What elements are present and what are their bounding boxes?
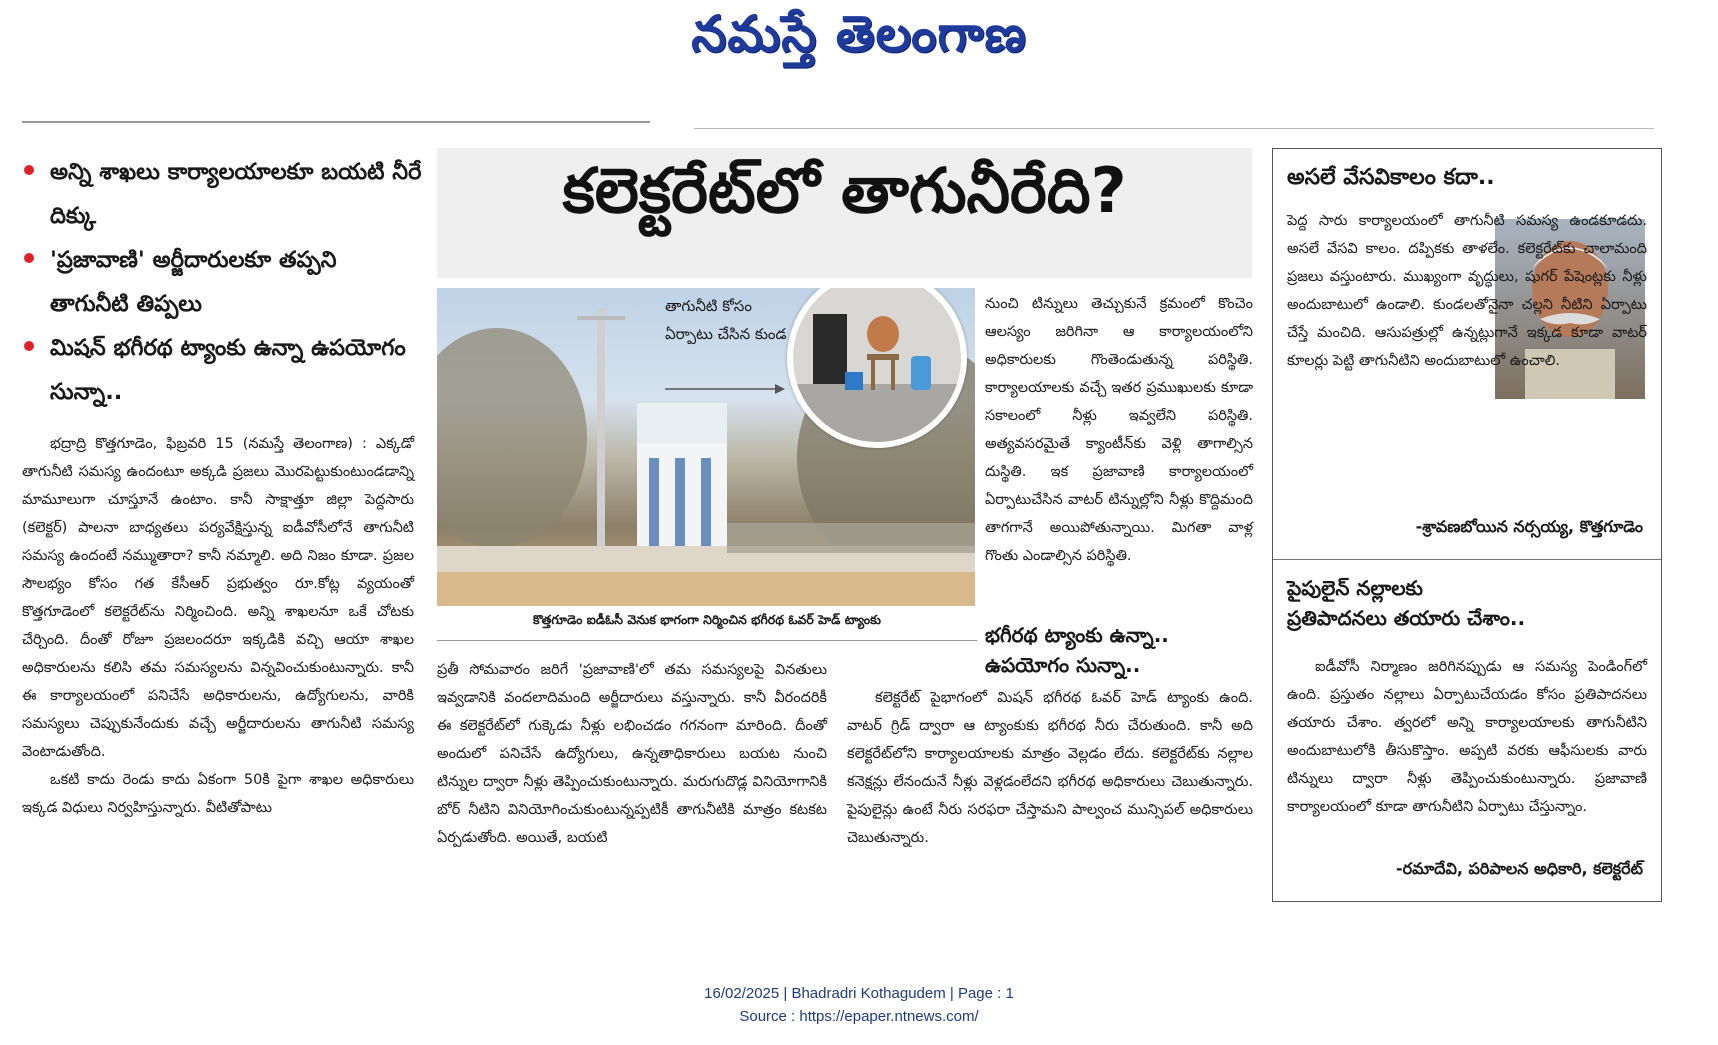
- arrow-icon: [665, 382, 785, 396]
- article-paragraph: ఒకటి కాదు రెండు కాదు ఏకంగా 50కి పైగా శాఖల అధికారులు ఇక్కడ విధులు నిర్వహిస్తున్నారు. వీటితోపాటు: [22, 772, 414, 816]
- column-3-subheading: భగీరథ ట్యాంకు ఉన్నా.. ఉపయోగం సున్నా..: [985, 623, 1169, 677]
- divider-right: [694, 128, 1654, 129]
- water-pot-icon: [793, 288, 961, 442]
- article-column-2: [437, 656, 827, 852]
- highlight-item: మిషన్ భగీరథ ట్యాంకు ఉన్నా ఉపయోగం సున్నా..: [22, 326, 422, 414]
- highlight-item: 'ప్రజావాణి' అర్జీదారులకూ తప్పని తాగునీటి తిప్పలు: [22, 238, 422, 326]
- divider-left: [22, 121, 650, 123]
- article-paragraph: భద్రాద్రి కొత్తగూడెం, ఫిబ్రవరి 15 (నమస్తే తెలంగాణ) : ఎక్కడో తాగునీటి సమస్య ఉందంటూ అక్కడి ప్రజలు మొరపెట్టుకుంటుండడాన్ని మామూలుగా చూస్తూనే ఉంటాం. కానీ సాక్షాత్తూ జిల్లా పెద్దసారు (కలెక్టర్) పాలనా బాధ్యతలు పర్యవేక్షిస్తున్న ఐడీవోసీలోనే తాగునీటి సమస్య ఉందంటే నమ్ముతారా? కానీ నమ్మాలి. అది నిజం కూడా. ప్రజల సౌలభ్యం కోసం గత కేసీఆర్ ప్రభుత్వం రూ.కోట్ల వ్యయంతో కొత్తగూడెంలో కలెక్టరేట్‌ను నిర్మించింది. అన్ని శాఖలనూ ఒకే చోటకు చేర్చింది. దీంతో రోజూ ప్రజలందరూ ఇక్కడికి వచ్చి ఆయా శాఖల అధికారులను కలిసి తమ సమస్యలను విన్నవించుకుంటున్నారు. కానీ ఈ కార్యాలయంలో పనిచేసే అధికారులను, ఉద్యోగులను, వారికి సమస్యలు చెప్పుకునేందుకు వచ్చే అర్జీదారులను తాగునీటి సమస్య వెంటాడుతోంది.: [22, 436, 414, 760]
- article-column-1: [22, 430, 414, 822]
- signature-2: -రమాదేవి, పరిపాలన అధికారి, కలెక్టరేట్: [1395, 859, 1643, 878]
- bullet-icon: [24, 165, 34, 175]
- inset-label: తాగునీటి కోసం ఏర్పాటు చేసిన కుండ: [665, 297, 787, 343]
- article-column-3b: [847, 684, 1253, 852]
- footer-source-line: Source : https://epaper.ntnews.com/: [739, 1008, 979, 1025]
- bullet-icon: [24, 341, 34, 351]
- highlight-item: అన్ని శాఖలు కార్యాలయాలకూ బయటి నీరే దిక్కు: [22, 150, 422, 238]
- headline: కలెక్టరేట్‌లో తాగునీరేది?: [562, 154, 1127, 227]
- box-divider: [1273, 559, 1661, 560]
- highlights-list: [22, 150, 422, 414]
- article-column-3: [985, 290, 1253, 570]
- bullet-icon: [24, 253, 34, 263]
- quote-1: పెద్ద సారు కార్యాలయంలో తాగునీటి సమస్య ఉండకూడదు. అసలే వేసవి కాలం. దప్పికకు తాళలేం. కలెక్టరేట్‌కు చాలామంది ప్రజలు వస్తుంటారు. ముఖ్యంగా వృద్ధులు, షుగర్ పేషెంట్లకు నీళ్లు అందుబాటులో ఉండాలి. కుండలతోనైనా చల్లని నీటిని ఏర్పాటు చేస్తే మంచిది. ఆసుపత్రుల్లో ఉన్నట్లుగానే ఇక్కడ కూడా వాటర్ కూలర్లు పెట్టి తాగునీటిని అందుబాటులో ఉంచాలి.: [1287, 213, 1647, 369]
- caption-divider: [437, 640, 977, 641]
- article-paragraph: నుంచి టిన్నులు తెచ్చుకునే క్రమంలో కొంచెం ఆలస్యం జరిగినా ఆ కార్యాలయంలోని అధికారులకు గొంతెండుతున్న పరిస్థితి. కార్యాలయాలకు వచ్చే ఇతర ప్రముఖులకు కూడా సకాలంలో నీళ్లు ఇవ్వలేని పరిస్థితి. అత్యవసరమైతే క్యాంటీన్‌కు వెళ్లి తాగాల్సిన దుస్థితి. ఇక ప్రజావాణి కార్యాలయంలో ఏర్పాటుచేసిన వాటర్ టిన్నుల్లోని నీళ్లు కొద్దిమంది తాగగానే అయిపోతున్నాయి. మిగతా వాళ్ల గొంతు ఎండాల్సిన పరిస్థితి.: [985, 296, 1253, 564]
- box-heading-1: అసలే వేసవికాలం కదా..: [1287, 165, 1495, 190]
- box-heading-2: పైపులైన్ నల్లాలకు ప్రతిపాదనలు తయారు చేశాం..: [1287, 576, 1526, 630]
- sidebar-box: [1272, 148, 1662, 902]
- tank-photo: [437, 288, 975, 606]
- article-paragraph: ప్రతీ సోమవారం జరిగే 'ప్రజావాణి'లో తమ సమస్యలపై వినతులు ఇవ్వడానికి వందలాదిమంది అర్జీదారులు వస్తున్నారు. కానీ వీరందరికీ ఈ కలెక్టరేట్‌లో గుక్కెడు నీళ్లు లభించడం గగనంగా మారింది. దీంతో అందులో పనిచేసే ఉద్యోగులు, ఉన్నతాధికారులు బయట నుంచి టిన్నుల ద్వారా నీళ్లు తెప్పించుకుంటున్నారు. మరుగుదొడ్ల వినియోగానికి బోర్ నీటిని వినియోగించుకుంటున్నప్పటికీ తాగునీటికి మాత్రం కటకట ఏర్పడుతోంది. అయితే, బయటి: [437, 662, 827, 846]
- signature-1: -శ్రావణబోయిన నర్సయ్య, కొత్తగూడెం: [1415, 517, 1643, 536]
- footer-date-line: 16/02/2025 | Bhadradri Kothagudem | Page : 1: [704, 985, 1014, 1002]
- article-paragraph: కలెక్టరేట్ పైభాగంలో మిషన్ భగీరథ ఓవర్ హెడ్ ట్యాంకు ఉంది. వాటర్ గ్రిడ్ ద్వారా ఆ ట్యాంకుకు భగీరథ నీరు చేరుతుంది. కానీ అది కలెక్టరేట్‌లోని కార్యాలయాలకు మాత్రం వెల్లడం లేదు. కలెక్టరేట్‌కు నల్లాల కనెక్షన్లు లేనందునే నీళ్లు వెళ్లడంలేదని భగీరథ అధికారులు చెబుతున్నారు. పైపులైన్లు ఉంటే నీరు సరఫరా చేస్తామని పాల్వంచ మున్సిపల్ అధికారులు చెబుతున్నారు.: [847, 690, 1253, 846]
- quote-2: ఐడీవోసీ నిర్మాణం జరిగినప్పుడు ఆ సమస్య పెండింగ్‌లో ఉంది. ప్రస్తుతం నల్లాలు ఏర్పాటుచేయడం కోసం ప్రతిపాదనలు తయారు చేశాం. త్వరలో అన్ని కార్యాలయాలకు తాగునీటిని అందుబాటులోకి తీసుకొస్తాం. అప్పటి వరకు ఆఫీసులకు వారు టిన్నులు ద్వారా నీళ్లు తెప్పించుకుంటున్నారు. ప్రజావాణి కార్యాలయంలో కూడా తాగునీటిని ఏర్పాటు చేస్తున్నాం.: [1287, 659, 1647, 815]
- masthead-logo: నమస్తే తెలంగాణ: [691, 4, 1027, 63]
- photo-caption: కొత్తగూడెం ఐడీఓసీ వెనుక భాగంగా నిర్మించిన భగీరథ ఓవర్ హెడ్ ట్యాంకు: [532, 612, 882, 627]
